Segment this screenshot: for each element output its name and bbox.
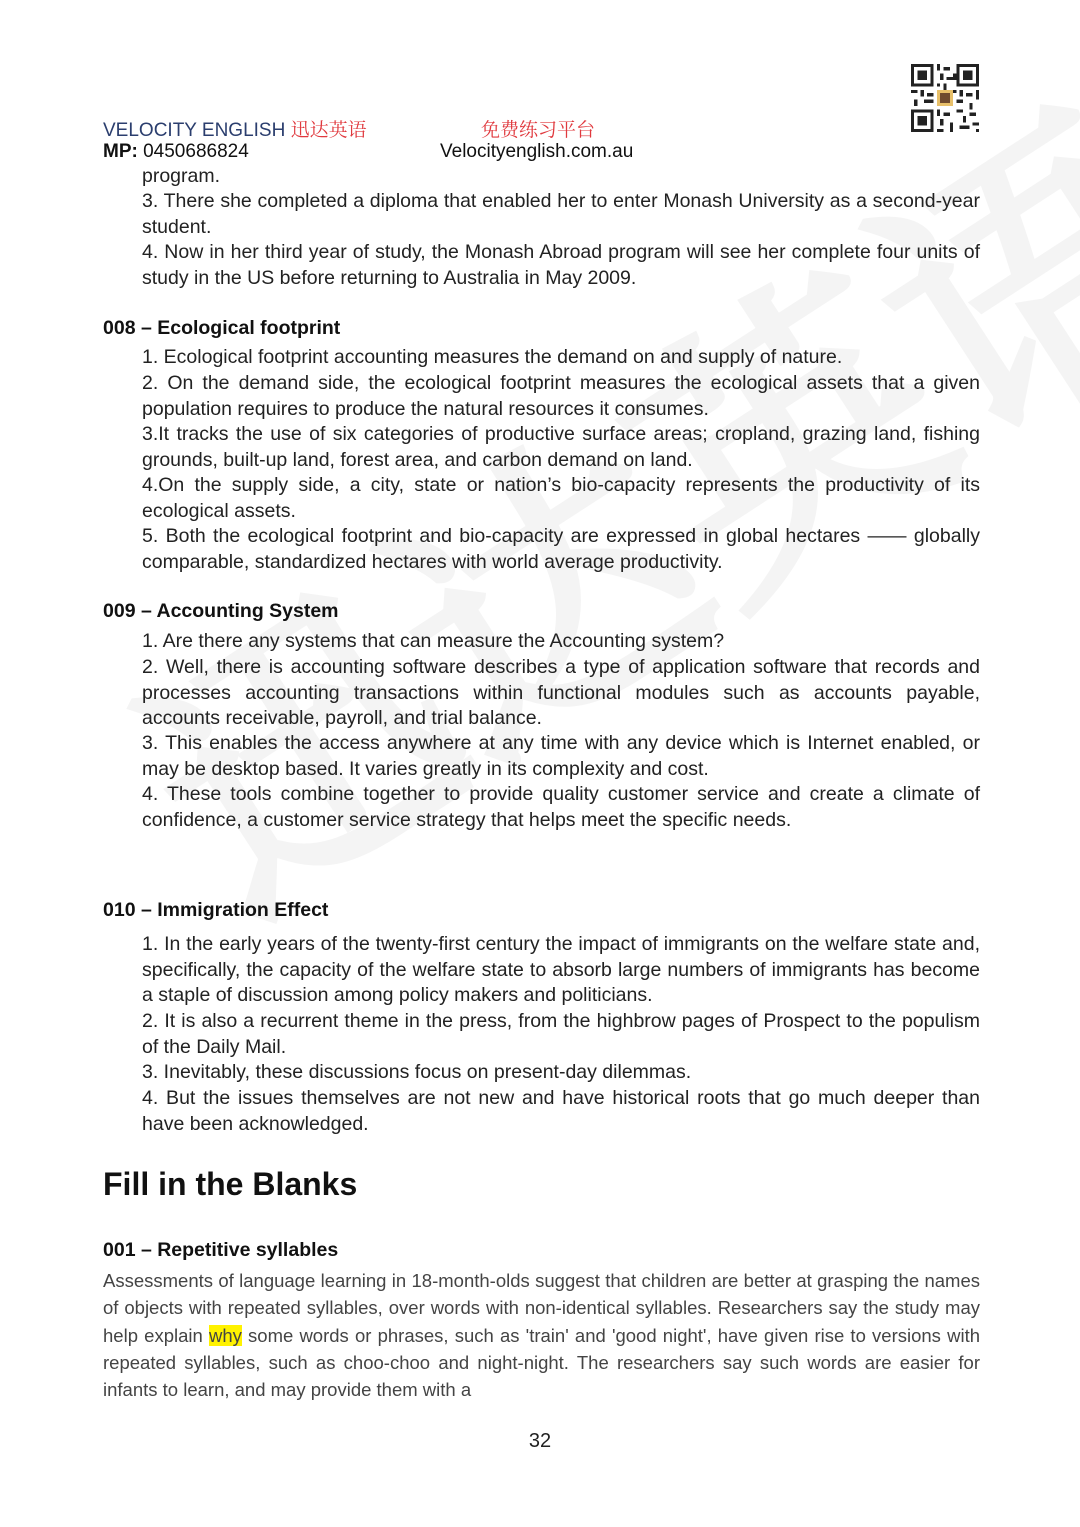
brand-name-en: VELOCITY ENGLISH <box>103 120 286 141</box>
section-heading-009: 009 – Accounting System <box>103 600 339 622</box>
fill-blanks-paragraph <box>103 1267 980 1403</box>
list-item: 2. Well, there is accounting software describes a type of application software that records and processes accounting transactions within functional modules such as accounts payable, accounts receivable, payroll, and trial balance. <box>142 656 980 729</box>
list-item: 2. It is also a recurrent theme in the press, from the highbrow pages of Prospect to the populism of the Daily Mail. <box>142 1010 980 1058</box>
list-item: 4. But the issues themselves are not new and have historical roots that go much deeper than have been acknowledged. <box>142 1087 980 1135</box>
fill-blanks-subtitle: 001 – Repetitive syllables <box>103 1239 339 1261</box>
brand-name-cn: 迅达英语 <box>290 120 367 141</box>
brand-name <box>103 115 367 142</box>
list-item: 4. These tools combine together to provide quality customer service and create a climate of confidence, a customer service strategy that helps meet the specific needs. <box>142 783 980 831</box>
list-item: 1. In the early years of the twenty-first century the impact of immigrants on the welfare state and, specifically, the capacity of the welfare state to absorb large numbers of immigrants has become a staple of discussion among policy makers and politicians. <box>142 933 980 1006</box>
free-platform-label: 免费练习平台 <box>481 120 596 141</box>
list-item: 2. On the demand side, the ecological footprint measures the ecological assets that a given population requires to produce the natural resources it consumes. <box>142 372 980 420</box>
list-item: program. <box>142 165 221 187</box>
list-item: 5. Both the ecological footprint and bio-capacity are expressed in global hectares —— globally comparable, standardized hectares with world average productivity. <box>142 525 980 573</box>
list-item: 1. Ecological footprint accounting measures the demand on and supply of nature. <box>142 346 843 368</box>
list-item: 3. There she completed a diploma that enabled her to enter Monash University as a second-year student. <box>142 190 980 238</box>
list-item: 3. This enables the access anywhere at any time with any device which is Internet enabled, or may be desktop based. It varies greatly in its complexity and cost. <box>142 732 980 780</box>
list-item: 4. Now in her third year of study, the Monash Abroad program will see her complete four units of study in the US before returning to Australia in May 2009. <box>142 241 980 289</box>
page-number: 32 <box>528 1430 552 1452</box>
website-link[interactable]: Velocityenglish.com.au <box>440 141 634 162</box>
list-item: 1. Are there any systems that can measure the Accounting system? <box>142 630 725 652</box>
section-heading-010: 010 – Immigration Effect <box>103 899 329 921</box>
phone-label: MP: <box>103 141 138 162</box>
paragraph-text-before: Assessments of language learning in 18-month-olds suggest that children are better at grasping the names of objects with repeated syllables, over words with non-identical syllables. Researchers say the study may help explain <box>103 1270 980 1346</box>
phone-number: 0450686824 <box>143 141 249 162</box>
list-item: 3. Inevitably, these discussions focus on present-day dilemmas. <box>142 1061 692 1083</box>
fill-blanks-title: Fill in the Blanks <box>103 1166 358 1202</box>
list-item: 4.On the supply side, a city, state or nation’s bio-capacity represents the productivity of its ecological assets. <box>142 474 980 522</box>
list-item: 3.It tracks the use of six categories of productive surface areas; cropland, grazing land, fishing grounds, built-up land, forest area, and carbon demand on land. <box>142 423 980 471</box>
qr-code-icon[interactable] <box>910 64 980 132</box>
highlighted-answer: why <box>208 1324 242 1346</box>
phone-line <box>103 141 249 163</box>
paragraph-text-after: some words or phrases, such as 'train' and 'good night', have given rise to versions with repeated syllables, such as choo-choo and night-night. The researchers say such words are easier for infants to learn, and may provide them with a <box>103 1324 980 1401</box>
section-heading-008: 008 – Ecological footprint <box>103 317 341 339</box>
